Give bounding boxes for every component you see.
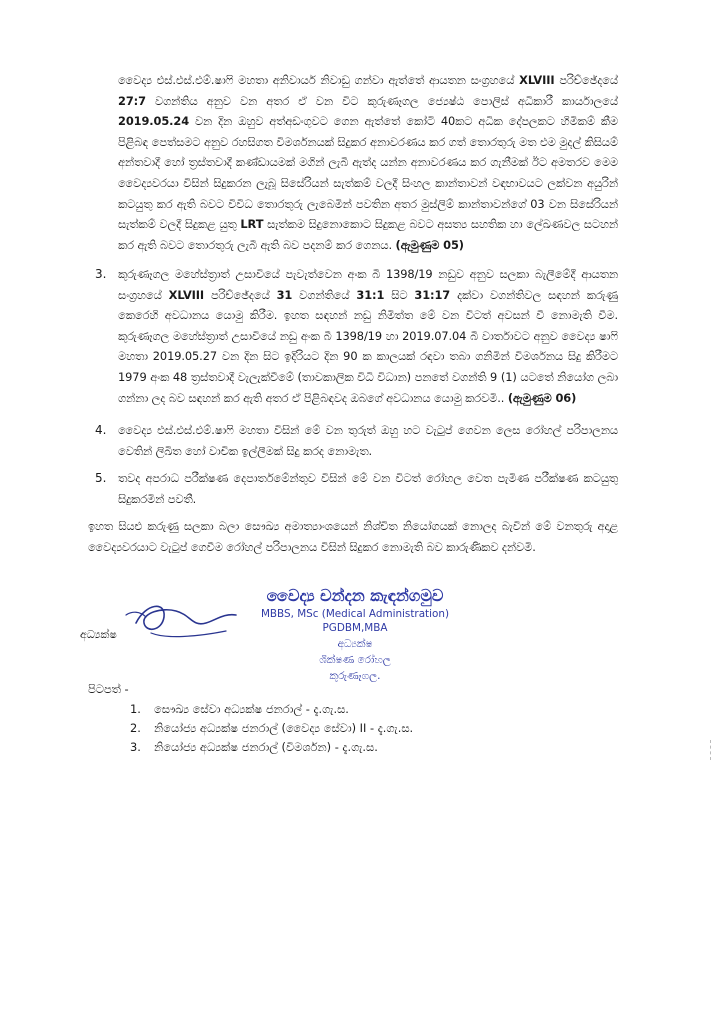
scan-edge-mark <box>710 740 714 760</box>
text-run: කුරුණෑගල මහේස්ත්‍රාත් උසාවියේ පැවැත්වෙන අංක බී 1398/19 නඩුව අනුව සලකා බැලීමේදී ආයතන සංග්‍රහයේ <box>118 267 618 302</box>
paragraph-number: 3. <box>95 267 107 281</box>
paragraph-salary-request: වෛද්‍ය එස්.එස්.එම්.ෂාෆි මහතා විසින් මේ වන තුරුත් ඔහු හට වැටුප් ගෙවන ලෙස රෝහල් පරිපාලනය වෙතින් ලිඛිත හෝ වාචික ඉල්ලීමක් සිදු කරද නොමැත. <box>118 423 618 458</box>
copy-number: 1. <box>130 702 141 716</box>
bold-run: LRT <box>240 217 264 232</box>
paragraph-cid-investigation: තවද අපරාධ පරීක්ෂණ දෙපාර්තමේන්තුව විසින් මේ වන විටත් රෝහල වෙත පැමිණ පරීක්ෂණ කටයුතු සිදුකරමින් පවතී. <box>118 471 618 506</box>
paragraph-anniversary-leave <box>118 70 618 255</box>
annex-reference: (ඇමුණුම 05) <box>395 237 464 252</box>
text-run: පරිච්ඡේදයේ <box>204 287 277 302</box>
copies-list <box>130 700 530 757</box>
text-run: වගන්තිය අනුව වන අතර ඒ වන විට කුරුණෑගල ජ්‍යෙෂ්ඨ පොලිස් අධිකාරී කාර්යාලයේ <box>145 93 618 108</box>
copy-item <box>130 700 530 719</box>
closing-paragraph: ඉහත සියළු කරුණු සලකා බලා සෞඛ්‍ය අමාත්‍යාංශයෙන් නිශ්චිත නියෝගයක් නොලද බැවින් මේ වනතුරු අදාළ වෛද්‍යවරයාට වැටුප් ගෙවීම රෝහල් පරිපාලනය විසින් සිදුකර නොමැති බව කාරුණිකව දන්වමි. <box>88 519 618 554</box>
bold-run: XLVIII <box>168 287 205 302</box>
copy-recipient: නියෝජ්‍ය අධ්‍යක්ෂ ජනරාල් (වෛද්‍ය සේවා) II - දැ.ගැ.ස. <box>154 721 414 735</box>
stamp-hospital: ශික්ෂණ රෝහල <box>319 654 391 666</box>
bold-run: 31 <box>276 287 293 302</box>
stamp-role: අධ්‍යක්ෂ <box>337 638 373 650</box>
copy-item <box>130 738 530 757</box>
official-stamp <box>230 585 480 683</box>
bold-run: 31:1 <box>356 287 385 302</box>
text-run: දක්වා වගන්තිවල සඳහන් කරුණු කෙරෙහි අවධානය යොමු කිරීම. ඉහත සඳහන් නඩු නිමිත්ත මේ වන විටත් අවසන් වී නොමැති වීම. කුරුණෑගල මහේස්ත්‍රාත් උසාවියේ නඩු අංක බී 1398/19 හා 2019.07.04 බී වාර්තාවට අනුව වෛද්‍ය ෂාෆි මහතා 2019.05.27 වන දින සිට ඉදිරියට දින 90 ක කාලයක් රඳවා තබා ගනිමින් විමර්ශනය සිදු කිරීමට 1979 අංක 48 ත්‍රස්තවාදී වැලැක්වීමේ (තාවකාලික විධි විධාන) පනතේ වගන්ති 9 (1) යටතේ නියෝග ලබා ගන්නා ලද බව සඳහන් කර ඇති අතර ඒ පිළිබඳවද ඔබගේ අවධානය යොමු කරවමි.. <box>118 287 618 405</box>
bold-run: 27:7 <box>118 93 146 108</box>
stamp-qualifications: MBBS, MSc (Medical Administration) PGDBM,MBA <box>260 608 450 634</box>
stamp-location: කුරුණෑගල. <box>329 670 381 682</box>
text-run: සැත්කම සිදුනොකොට සිදුකළ බවට අසත්‍ය සහතික හා ලේඛණවල සටහන් කර ඇති බවට තොරතුරු ලැබී ඇති බව පදනම් කර ගෙනය. <box>118 217 618 252</box>
stamp-name: වෛද්‍ය චන්දන කැඳන්ගමුව <box>266 586 444 605</box>
annex-reference: (ඇමුණුම 06) <box>507 390 577 405</box>
copy-number: 3. <box>130 740 141 754</box>
copy-number: 2. <box>130 721 141 735</box>
signatory-title: අධ්‍යක්ෂ <box>80 628 117 641</box>
text-run: වෛද්‍ය එස්.එස්.එම්.ෂාෆි මහතා අනිවාර්ය නිවාඩු ගන්වා ඇත්තේ ආයතන සංග්‍රහයේ <box>118 73 520 87</box>
bold-run: XLVIII <box>519 73 555 87</box>
copy-recipient: සෞඛ්‍ය සේවා අධ්‍යක්ෂ ජනරාල් - දැ.ගැ.ස. <box>154 702 349 716</box>
text-run: වන දින ඔහුව අත්අඩංගුවට ගෙන ඇත්තේ කෝටි 40කට අධික දේපලකට හිමිකම් කීම පිළිබඳ පෙත්සමට අනුව රහසිගත විමර්ශනයක් සිදුකර අනාවරණය කර ගත් තොරතුරු මත එම මුදල් කිසියම් අන්තවාදී හෝ ත්‍රස්තවාදී කණ්ඩායමක් මගින් ලැබී ඇත්ද යන්න අනාවරණය කර ගැනීමක් ඊට අමතරව මෙම වෛද්‍යවරයා විසින් සිදුකරන ලැබූ සිසේරියන් සැත්කම් වලදී සිංහල කාන්තාවන් වඳභාවයට ලක්වන අයුරින් කටයුතු කර ඇති බවට විවිධ තොරතුරු ලැබෙමින් පවතින අතර මුස්ලිම් කාන්තාවන්ගේ 03 වන සිසේරියන් සැත්කම් වලදී සිදුකළ යුතු <box>118 114 618 232</box>
copy-recipient: නියෝජ්‍ය අධ්‍යක්ෂ ජනරාල් (විමර්ශන) - දැ.ගැ.ස. <box>154 740 378 754</box>
copies-label: පිටපත් - <box>88 682 129 696</box>
paragraph-court-case <box>118 264 618 408</box>
copy-item <box>130 719 530 738</box>
text-run: පරිච්ඡේදයේ <box>554 73 618 87</box>
text-run: වගන්තියේ <box>292 287 357 302</box>
text-run: සිට <box>384 287 415 302</box>
signature-block <box>70 585 490 695</box>
bold-run: 2019.05.24 <box>118 114 190 129</box>
paragraph-number: 4. <box>95 423 107 437</box>
bold-run: 31:17 <box>414 287 451 302</box>
paragraph-number: 5. <box>95 471 107 485</box>
